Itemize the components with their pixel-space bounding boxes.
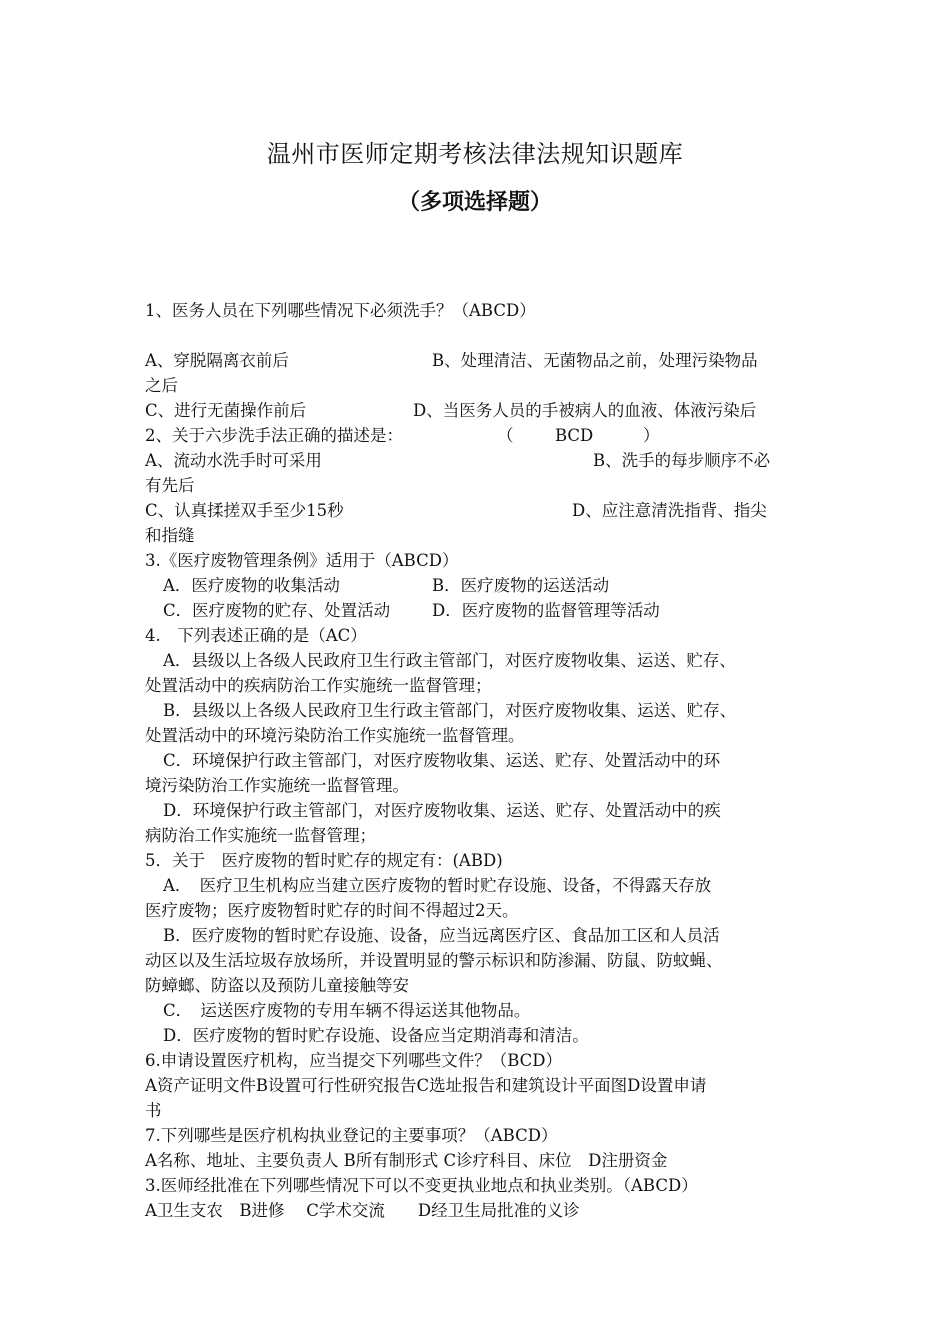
option-4a-cont: 处置活动中的疾病防治工作实施统一监督管理； xyxy=(145,676,492,695)
option-1d: D、当医务人员的手被病人的血液、体液污染后 xyxy=(413,401,757,420)
option-1c: C、进行无菌操作前后 xyxy=(145,401,307,420)
question-2: 2、关于六步洗手法正确的描述是： xyxy=(145,426,403,445)
option-4d: D．环境保护行政主管部门，对医疗废物收集、运送、贮存、处置活动中的疾 xyxy=(163,801,721,820)
question-6: 6.申请设置医疗机构，应当提交下列哪些文件？（BCD） xyxy=(145,1051,563,1070)
question-5: 5．关于 医疗废物的暂时贮存的规定有：(ABD) xyxy=(145,851,503,870)
option-4c: C．环境保护行政主管部门，对医疗废物收集、运送、贮存、处置活动中的环 xyxy=(163,751,721,770)
option-5c: C． 运送医疗废物的专用车辆不得运送其他物品。 xyxy=(163,1001,531,1020)
option-3c: C．医疗废物的贮存、处置活动 xyxy=(163,601,391,620)
option-2c: C、认真揉搓双手至少15秒 xyxy=(145,501,344,520)
option-5a: A． 医疗卫生机构应当建立医疗废物的暂时贮存设施、设备，不得露天存放 xyxy=(163,876,712,895)
option-5d: D．医疗废物的暂时贮存设施、设备应当定期消毒和清洁。 xyxy=(163,1026,589,1045)
option-4a: A．县级以上各级人民政府卫生行政主管部门，对医疗废物收集、运送、贮存、 xyxy=(163,651,736,670)
question-1: 1、医务人员在下列哪些情况下必须洗手？（ABCD） xyxy=(145,301,536,320)
document-title: 温州市医师定期考核法律法规知识题库 xyxy=(266,140,684,168)
question-3: 3.《医疗废物管理条例》适用于（ABCD） xyxy=(145,551,459,570)
option-5b: B．医疗废物的暂时贮存设施、设备，应当远离医疗区、食品加工区和人员活 xyxy=(163,926,720,945)
answer-2: BCD xyxy=(555,426,594,445)
options-7: A名称、地址、主要负责人 B所有制形式 C诊疗科目、床位 D注册资金 xyxy=(145,1151,668,1170)
option-1a: A、穿脱隔离衣前后 xyxy=(145,351,289,370)
question-7: 7.下列哪些是医疗机构执业登记的主要事项？（ABCD） xyxy=(145,1126,558,1145)
option-4c-cont: 境污染防治工作实施统一监督管理。 xyxy=(145,776,409,795)
option-3a: A．医疗废物的收集活动 xyxy=(163,576,340,595)
option-1b: B、处理清洁、无菌物品之前，处理污染物品 xyxy=(432,351,758,370)
option-5b-cont2: 防蟑螂、防盗以及预防儿童接触等安 xyxy=(145,976,409,995)
question-8: 3.医师经批准在下列哪些情况下可以不变更执业地点和执业类别。（ABCD） xyxy=(145,1176,698,1195)
option-4b-cont: 处置活动中的环境污染防治工作实施统一监督管理。 xyxy=(145,726,525,745)
options-6-cont: 书 xyxy=(145,1101,162,1120)
option-2d: D、应注意清洗指背、指尖 xyxy=(572,501,767,520)
option-1b-cont: 之后 xyxy=(145,376,178,395)
option-2b: B、洗手的每步顺序不必 xyxy=(593,451,771,470)
option-4d-cont: 病防治工作实施统一监督管理； xyxy=(145,826,376,845)
document-subtitle: （多项选择题） xyxy=(397,189,552,215)
options-6: A资产证明文件B设置可行性研究报告C选址报告和建筑设计平面图D设置申请 xyxy=(145,1076,707,1095)
answer-2-close: ） xyxy=(643,426,660,445)
option-5b-cont: 动区以及生活垃圾存放场所，并设置明显的警示标识和防渗漏、防鼠、防蚊蝇、 xyxy=(145,951,723,970)
option-5a-cont: 医疗废物；医疗废物暂时贮存的时间不得超过2天。 xyxy=(145,901,519,920)
option-2d-cont: 和指缝 xyxy=(145,526,195,545)
option-2a: A、流动水洗手时可采用 xyxy=(145,451,322,470)
option-3d: D．医疗废物的监督管理等活动 xyxy=(432,601,660,620)
option-2b-cont: 有先后 xyxy=(145,476,195,495)
option-3b: B．医疗废物的运送活动 xyxy=(432,576,610,595)
option-4b: B．县级以上各级人民政府卫生行政主管部门，对医疗废物收集、运送、贮存、 xyxy=(163,701,737,720)
options-8: A卫生支农 B进修 C学术交流 D经卫生局批准的义诊 xyxy=(145,1201,580,1220)
question-4: 4. 下列表述正确的是（AC） xyxy=(145,626,367,645)
answer-2-open: （ xyxy=(497,426,514,445)
